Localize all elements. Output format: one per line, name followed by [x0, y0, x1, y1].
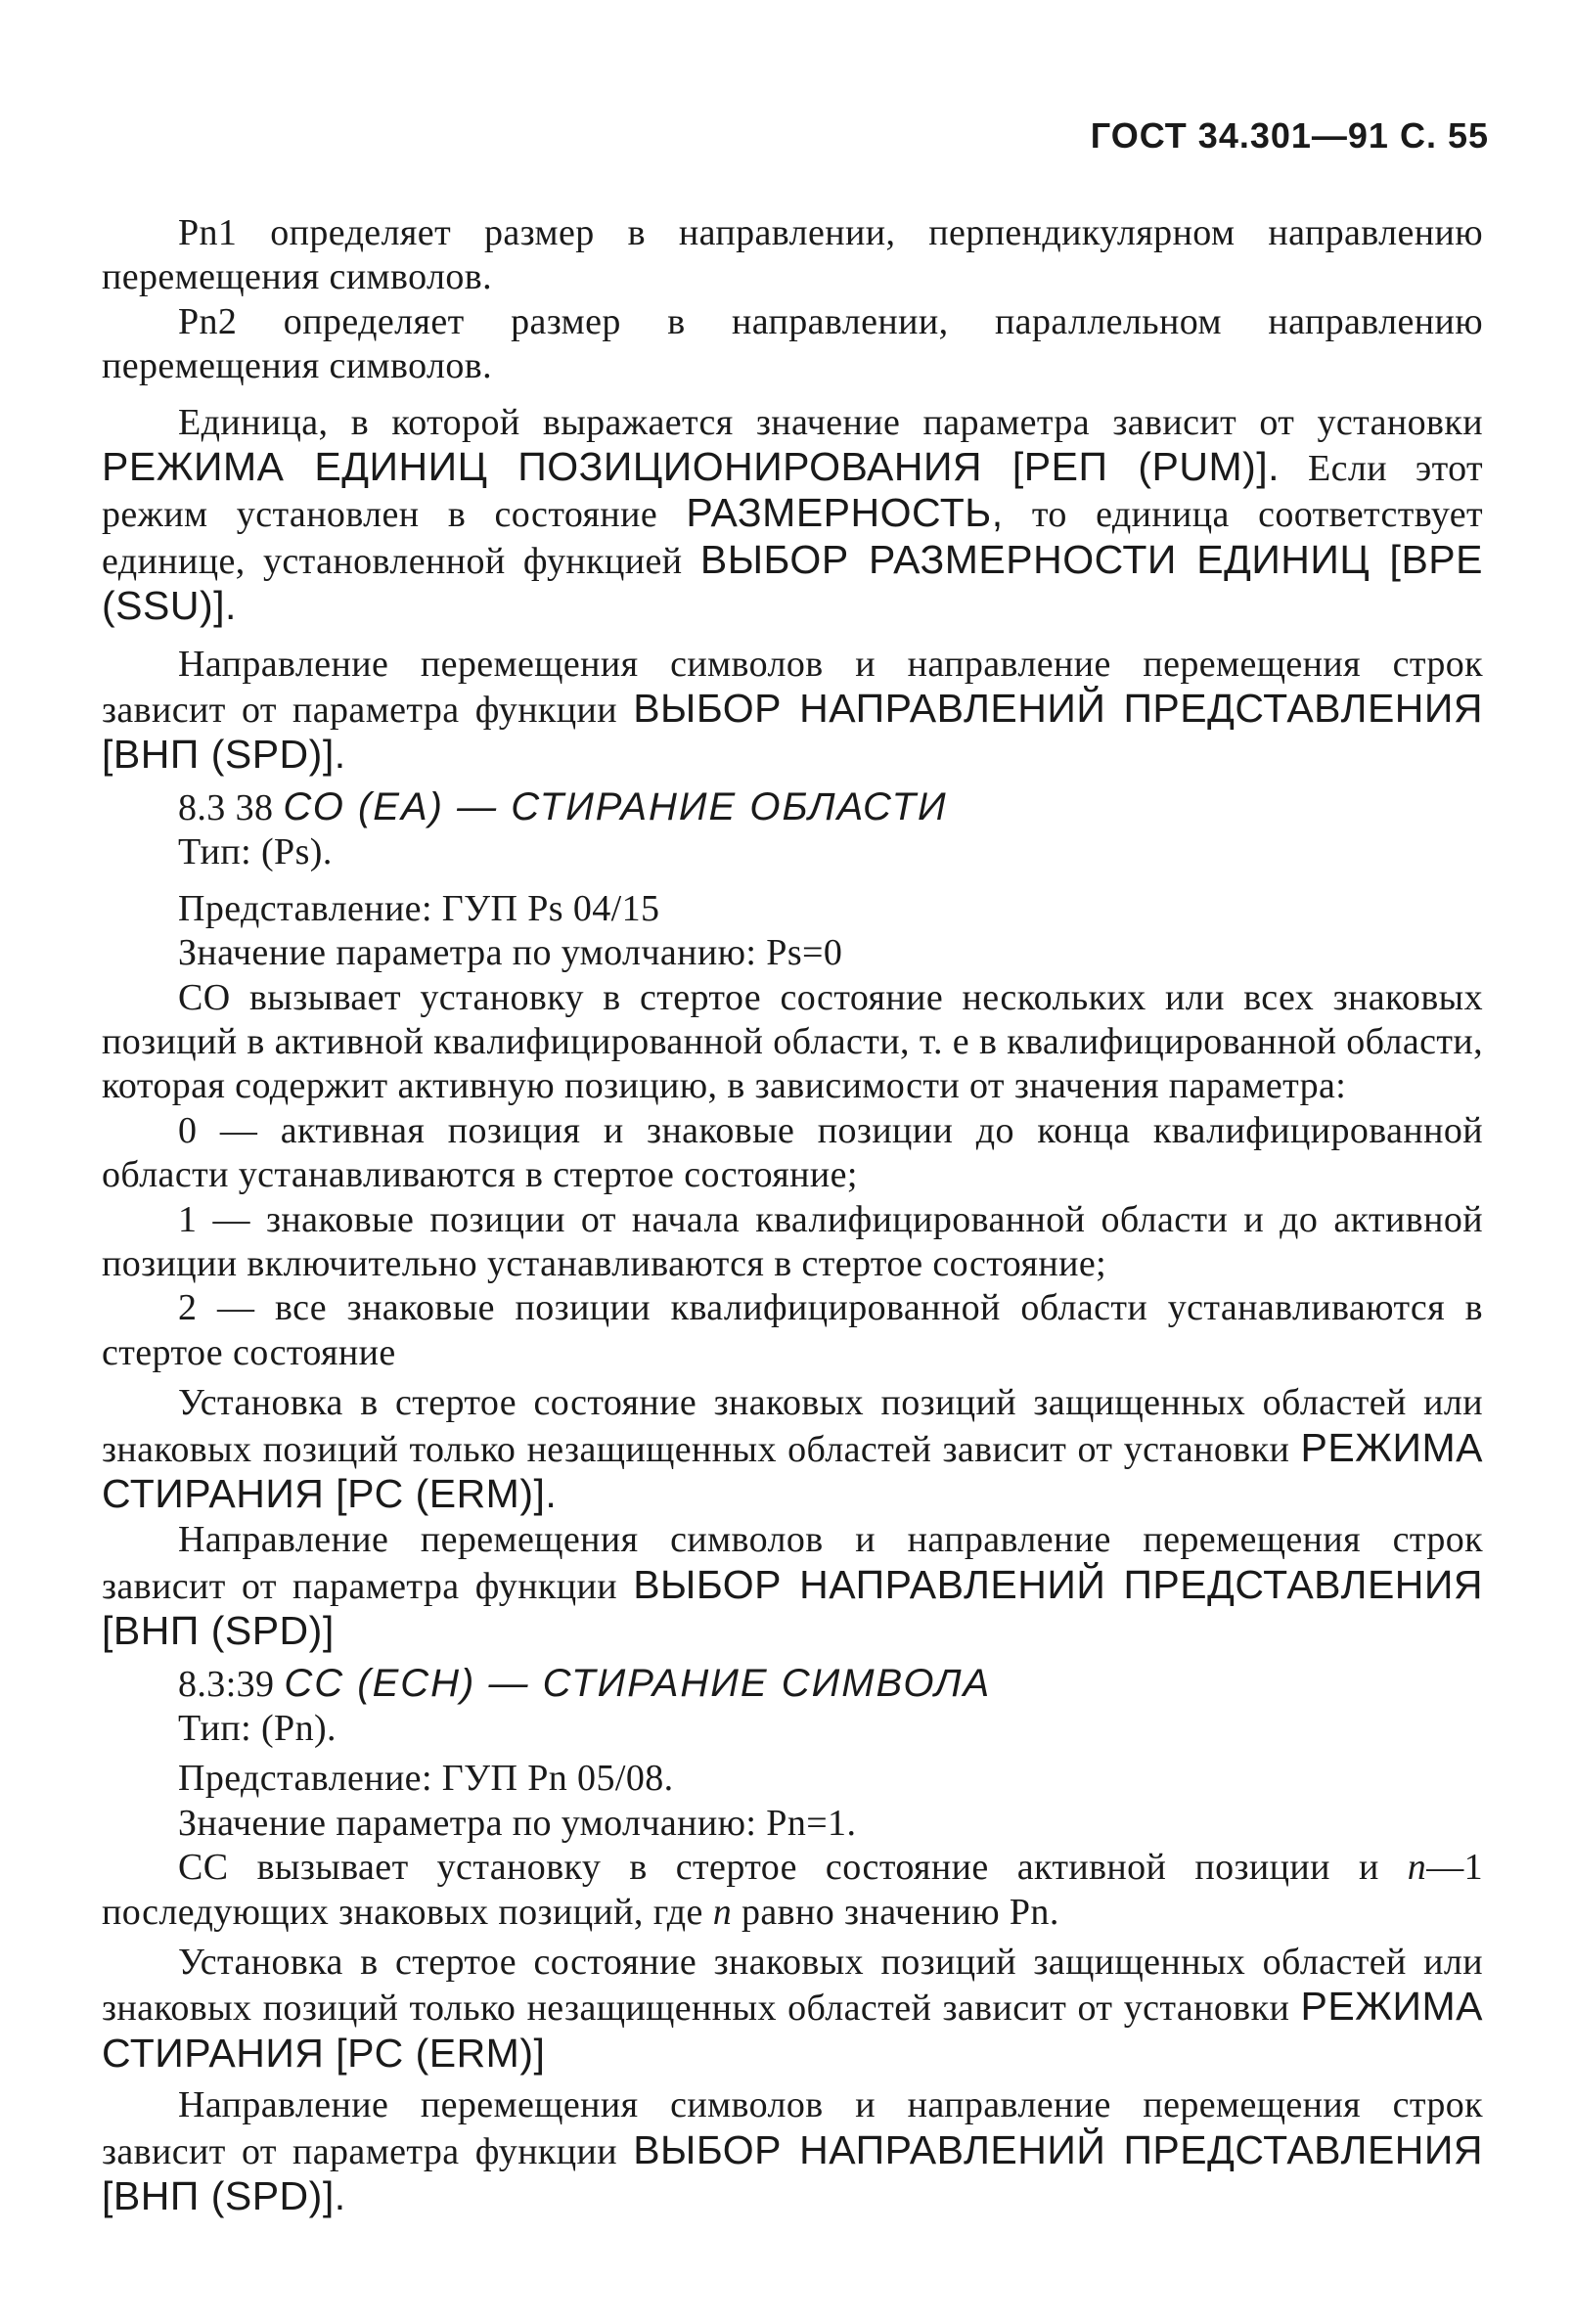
type-line-ech: Тип: (Pn). — [178, 1708, 337, 1749]
representation-line-ech: Представление: ГУП Pn 05/08. — [178, 1758, 674, 1800]
section-number: 8.3:39 — [178, 1663, 275, 1705]
paragraph-ea-desc: СО вызывает установку в стертое состояние нескольких или всех знаковых позиций в активной квалифицированной области, т. е в квалифицированной области, которая содержит активную позицию, в зависимости от значения параметра: — [102, 976, 1483, 1107]
term-spd: ВЫБОР НАПРАВЛЕНИЙ ПРЕДСТАВЛЕНИЯ [ВНП (SPD)]. — [102, 686, 1483, 778]
term-spd: ВЫБОР НАПРАВЛЕНИЙ ПРЕДСТАВЛЕНИЯ [ВНП (SPD)]. — [102, 2126, 1483, 2219]
running-head: ГОСТ 34.301—91 С. 55 — [1090, 115, 1489, 156]
section-title: СО (ЕА) — СТИРАНИЕ ОБЛАСТИ — [283, 784, 948, 828]
term-ssu: ВЫБОР РАЗМЕРНОСТИ ЕДИНИЦ [ВРЕ (SSU)]. — [102, 536, 1483, 629]
paragraph-ech-desc: СС вызывает установку в стертое состояние активной позиции и n—1 последующих знаковых позиций, где n равно значению Pn. — [102, 1847, 1483, 1933]
type-line-ea: Тип: (Ps). — [178, 831, 333, 873]
paragraph-ea-erase: Установка в стертое состояние знаковых позиций защищенных областей или знаковых позиций только незащищенных областей зависит от установки РЕЖИМА СТИРАНИЯ [РС (ERM)]. — [102, 1382, 1483, 1516]
term-razmernost: РАЗМЕРНОСТЬ, — [686, 490, 1004, 536]
paragraph-unit: Единица, в которой выражается значение параметра зависит от установки РЕЖИМА ЕДИНИЦ ПОЗИЦИОНИРОВАНИЯ [РЕП (PUM)]. Если этот режим установлен в состояние РАЗМЕРНОСТЬ, то единица соответствует единице, установленной функцией ВЫБОР РАЗМЕРНОСТИ ЕДИНИЦ [ВРЕ (SSU)]. — [102, 401, 1483, 629]
representation-line-ea: Представление: ГУП Ps 04/15 — [178, 887, 660, 929]
paragraph-pn1: Pn1 определяет размер в направлении, перпендикулярном направлению перемещения символов. — [102, 212, 1483, 298]
paragraph-pn2: Pn2 определяет размер в направлении, параллельном направлению перемещения символов. — [102, 300, 1483, 387]
section-title: СС (ЕСН) — СТИРАНИЕ СИМВОЛА — [284, 1661, 992, 1705]
term-erm: РЕЖИМА СТИРАНИЯ [РС (ERM)] — [102, 1984, 1483, 2076]
section-heading-8-3-39 — [102, 1662, 1483, 1707]
default-line-ech: Значение параметра по умолчанию: Pn=1. — [178, 1802, 857, 1844]
option-0: 0 — активная позиция и знаковые позиции до конца квалифицированной области устанавливаются в стертое состояние; — [102, 1109, 1483, 1196]
page-body — [102, 211, 1483, 2220]
paragraph-direction: Направление перемещения символов и направление перемещения строк зависит от параметра функции ВЫБОР НАПРАВЛЕНИЙ ПРЕДСТАВЛЕНИЯ [ВНП (SPD)]. — [102, 643, 1483, 778]
paragraph-ech-direction: Направление перемещения символов и направление перемещения строк зависит от параметра функции ВЫБОР НАПРАВЛЕНИЙ ПРЕДСТАВЛЕНИЯ [ВНП (SPD)]. — [102, 2084, 1483, 2219]
section-number: 8.3 38 — [178, 786, 274, 828]
default-line-ea: Значение параметра по умолчанию: Ps=0 — [178, 932, 843, 974]
term-erm: РЕЖИМА СТИРАНИЯ [РС (ERM)]. — [102, 1424, 1483, 1516]
variable-n: n — [712, 1891, 733, 1933]
option-1: 1 — знаковые позиции от начала квалифицированной области и до активной позиции включительно устанавливаются в стертое состояние; — [102, 1198, 1483, 1284]
option-2: 2 — все знаковые позиции квалифицированной области устанавливаются в стертое состояние — [102, 1287, 1483, 1373]
variable-n: n — [1407, 1847, 1427, 1889]
paragraph-ea-direction: Направление перемещения символов и направление перемещения строк зависит от параметра функции ВЫБОР НАПРАВЛЕНИЙ ПРЕДСТАВЛЕНИЯ [ВНП (SPD)] — [102, 1519, 1483, 1654]
term-pum: РЕЖИМА ЕДИНИЦ ПОЗИЦИОНИРОВАНИЯ [РЕП (PUM)]. — [102, 444, 1281, 490]
section-heading-8-3-38 — [102, 785, 1483, 830]
term-spd: ВЫБОР НАПРАВЛЕНИЙ ПРЕДСТАВЛЕНИЯ [ВНП (SPD)] — [102, 1561, 1483, 1654]
paragraph-ech-erase: Установка в стертое состояние знаковых позиций защищенных областей или знаковых позиций только незащищенных областей зависит от установки РЕЖИМА СТИРАНИЯ [РС (ERM)] — [102, 1942, 1483, 2076]
